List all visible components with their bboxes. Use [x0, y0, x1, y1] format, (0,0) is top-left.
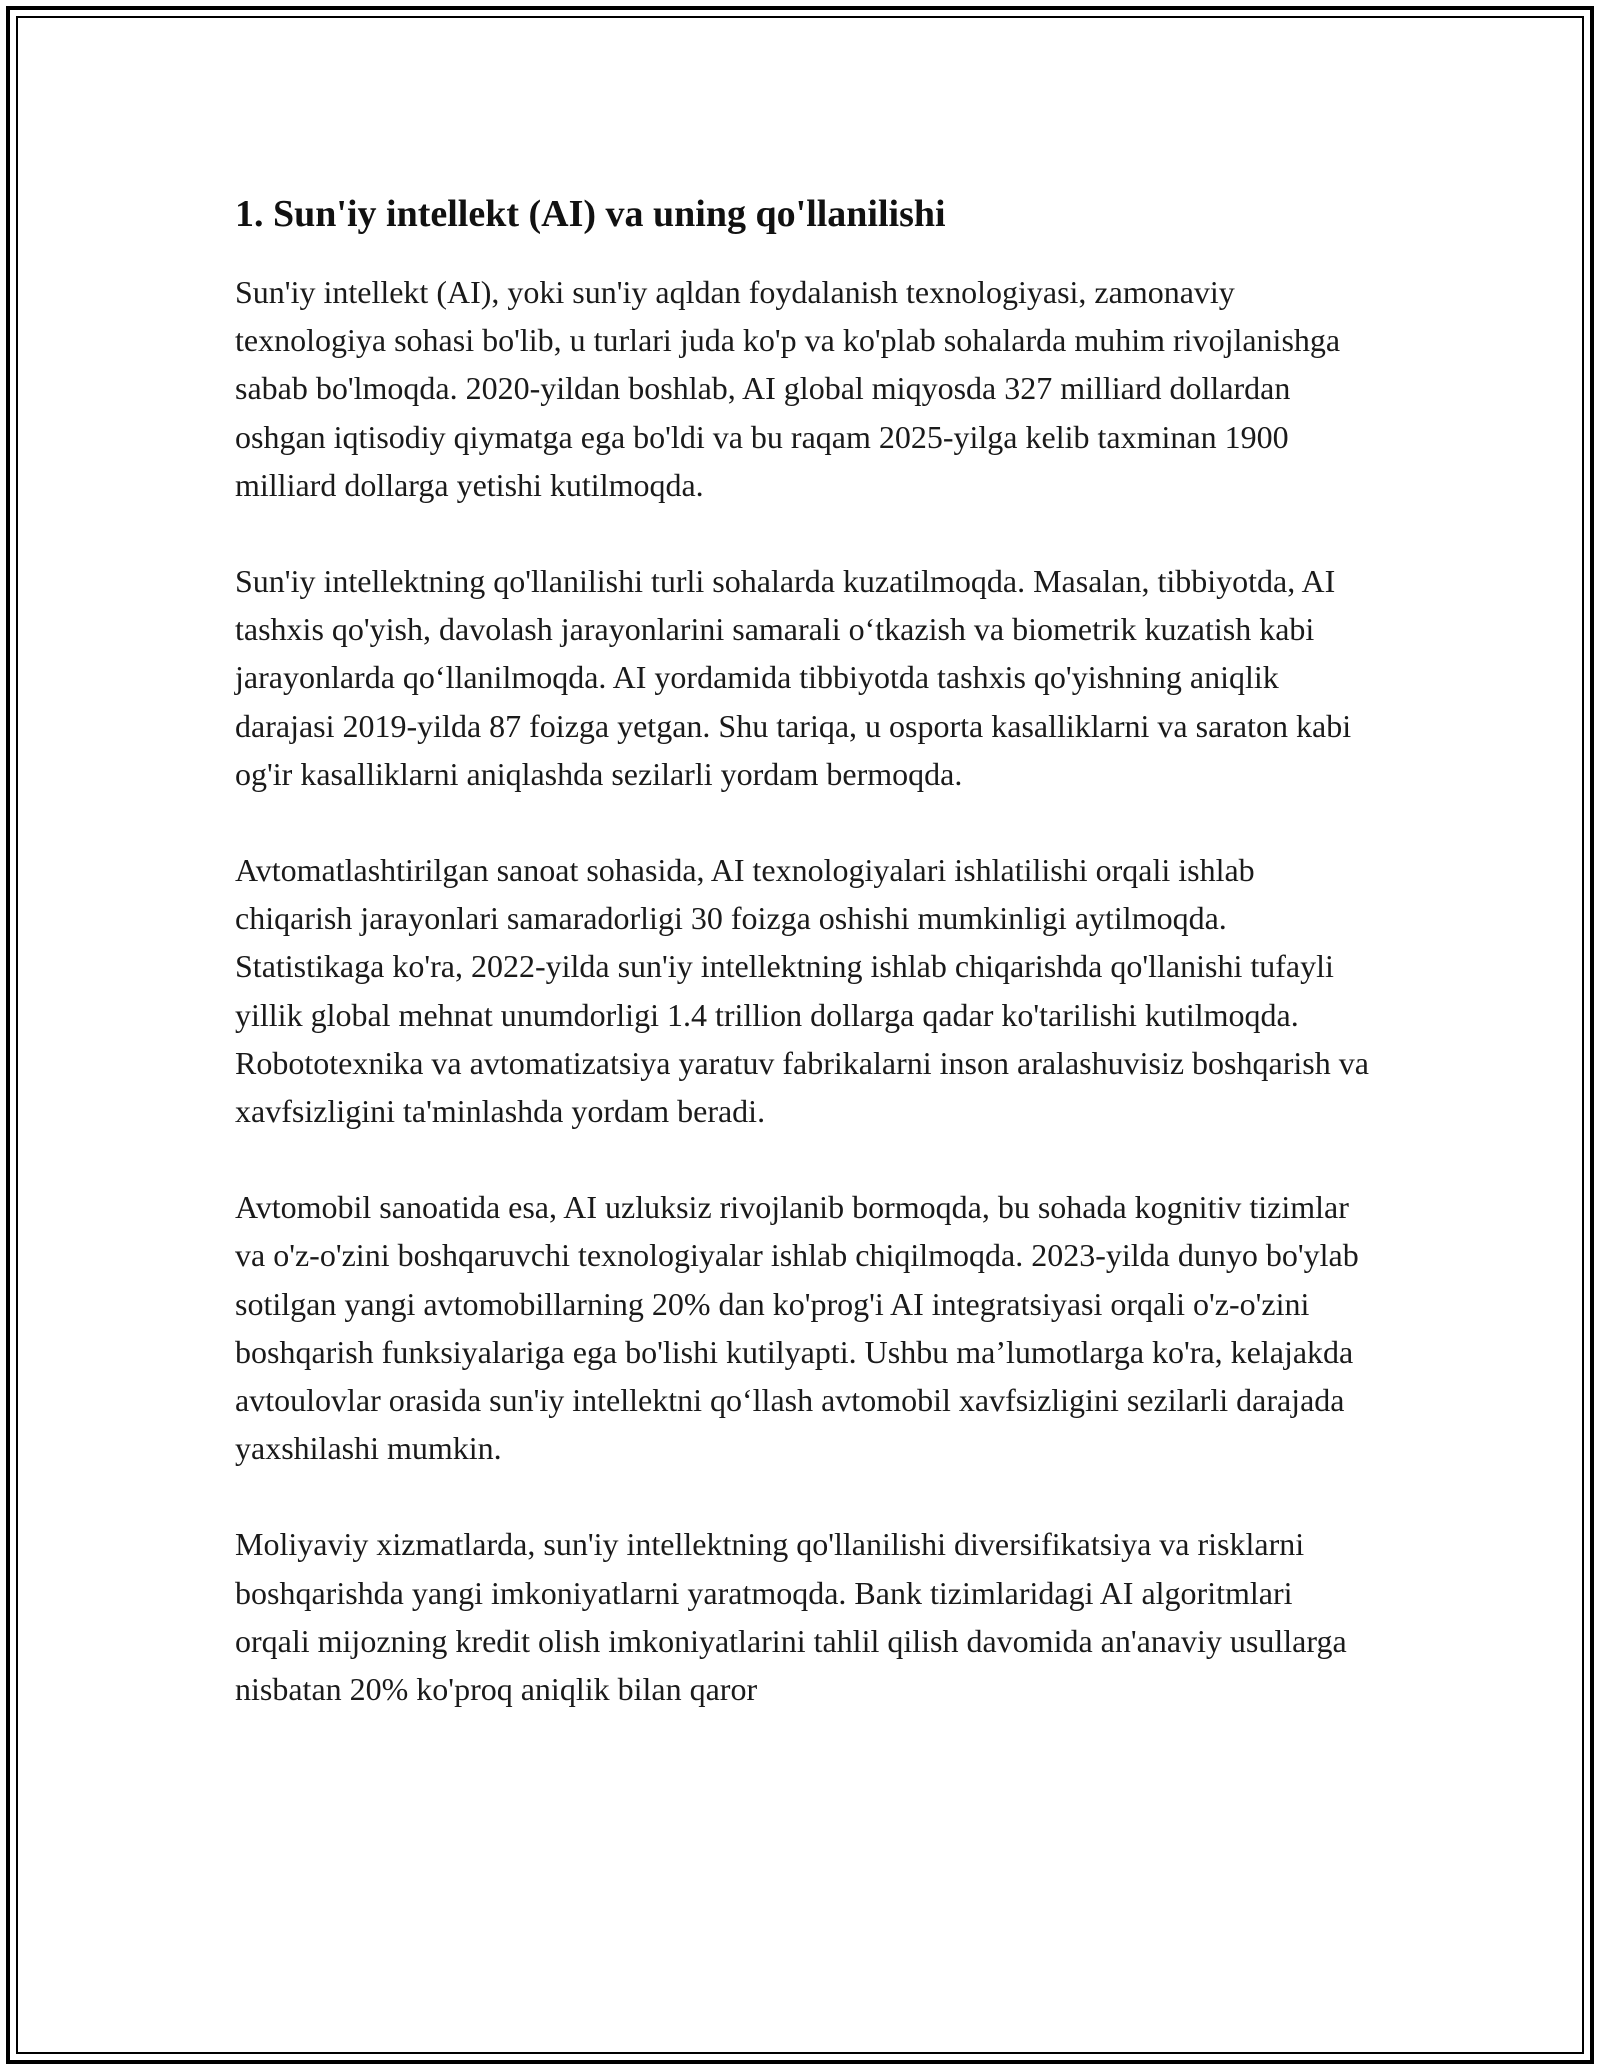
paragraph-finance: Moliyaviy xizmatlarda, sun'iy intellektning qo'llanilishi diversifikatsiya va risklarni boshqarishda yangi imkoniyatlarni yaratmoqda. Bank tizimlaridagi AI algoritmlari orqali mijozning kredit olish imkoniyatlarini tahlil qilish davomida an'anaviy usullarga nisbatan 20% ko'proq aniqlik bilan qaror	[235, 1526, 1347, 1708]
paragraph-industry: Avtomatlashtirilgan sanoat sohasida, AI texnologiyalari ishlatilishi orqali ishlab chiqarish jarayonlari samaradorligi 30 foizga oshishi mumkinligi aytilmoqda. Statistikaga ko'ra, 2022-yilda sun'iy intellektning ishlab chiqarishda qo'llanishi tufayli yillik global mehnat unumdorligi 1.4 trillion dollarga qadar ko'tarilishi kutilmoqda. Robototexnika va avtomatizatsiya yaratuv fabrikalarni inson aralashuvisiz boshqarish va xavfsizligini ta'minlashda yordam beradi.	[235, 852, 1369, 1130]
section-heading: 1. Sun'iy intellekt (AI) va uning qo'llanilishi	[235, 193, 946, 235]
paragraph-medicine: Sun'iy intellektning qo'llanilishi turli sohalarda kuzatilmoqda. Masalan, tibbiyotda, AI tashxis qo'yish, davolash jarayonlarini samarali o‘tkazish va biometrik kuzatish kabi jarayonlarda qo‘llanilmoqda. AI yordamida tibbiyotda tashxis qo'yishning aniqlik darajasi 2019-yilda 87 foizga yetgan. Shu tariqa, u osporta kasalliklarni va saraton kabi og'ir kasalliklarni aniqlashda sezilarli yordam bermoqda.	[235, 563, 1352, 792]
paragraph-automotive: Avtomobil sanoatida esa, AI uzluksiz rivojlanib bormoqda, bu sohada kognitiv tizimlar va o'z-o'zini boshqaruvchi texnologiyalar ishlab chiqilmoqda. 2023-yilda dunyo bo'ylab sotilgan yangi avtomobillarning 20% dan ko'prog'i AI integratsiyasi orqali o'z-o'zini boshqarish funksiyalariga ega bo'lishi kutilyapti. Ushbu ma’lumotlarga ko'ra, kelajakda avtoulovlar orasida sun'iy intellektni qo‘llash avtomobil xavfsizligini sezilarli darajada yaxshilashi mumkin.	[235, 1189, 1359, 1467]
document-body	[235, 186, 1375, 1761]
paragraph-intro: Sun'iy intellekt (AI), yoki sun'iy aqldan foydalanish texnologiyasi, zamonaviy texnologiya sohasi bo'lib, u turlari juda ko'p va ko'plab sohalarda muhim rivojlanishga sabab bo'lmoqda. 2020-yildan boshlab, AI global miqyosda 327 milliard dollardan oshgan iqtisodiy qiymatga ega bo'ldi va bu raqam 2025-yilga kelib taxminan 1900 milliard dollarga yetishi kutilmoqda.	[235, 274, 1341, 503]
